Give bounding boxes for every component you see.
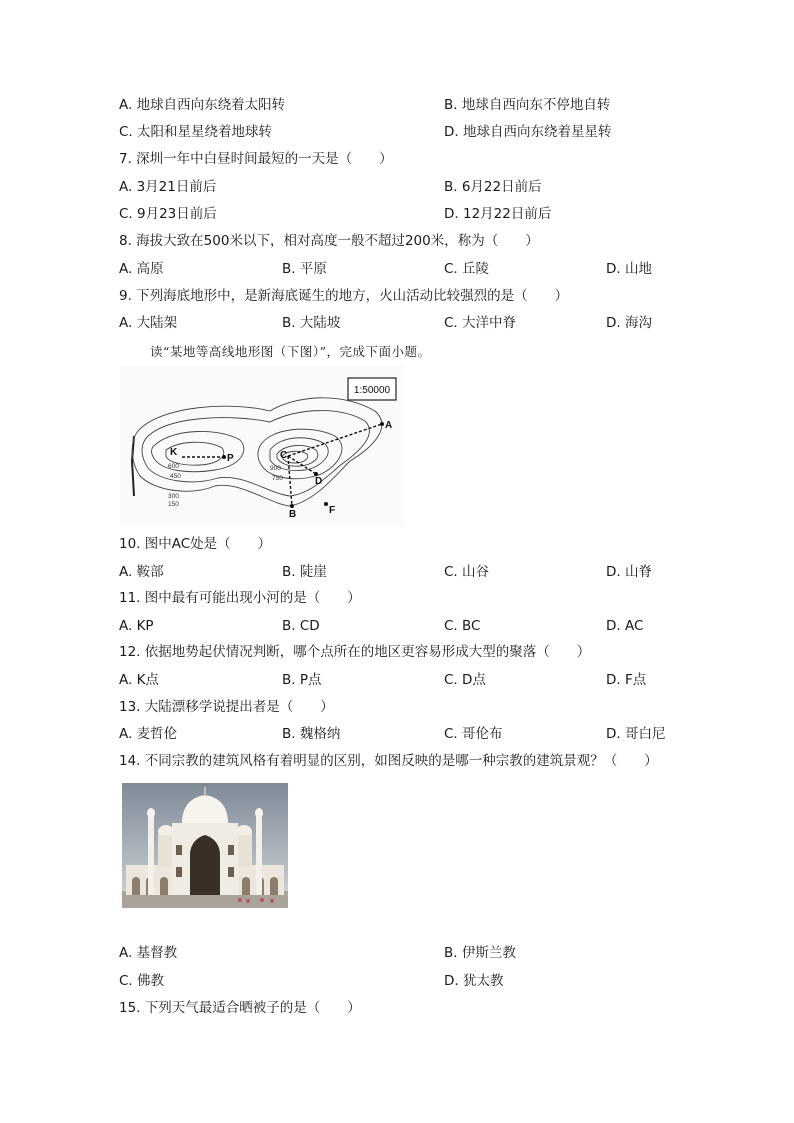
q13-option-a: A. 麦哲伦 <box>119 726 178 742</box>
q9-option-d: D. 海沟 <box>606 315 652 331</box>
label-p: P <box>227 453 234 464</box>
q13-text: 13. 大陆漂移学说提出者是（ ） <box>119 699 334 715</box>
q11-option-c: C. BC <box>444 618 481 634</box>
q8-option-b: B. 平原 <box>282 261 327 277</box>
q12-option-a: A. K点 <box>119 672 159 688</box>
q14-option-a: A. 基督教 <box>119 945 178 961</box>
label-k: K <box>170 447 178 458</box>
label-a: A <box>385 420 393 431</box>
label-c: C <box>280 450 288 461</box>
q15-text: 15. 下列天气最适合晒被子的是（ ） <box>119 1000 361 1016</box>
mosque-photo <box>122 783 288 908</box>
contour-label-750: 750 <box>272 475 283 482</box>
contour-label-600: 600 <box>168 463 179 470</box>
q10-option-d: D. 山脊 <box>606 564 652 580</box>
scale-label: 1:50000 <box>353 385 391 396</box>
contour-map <box>120 366 404 526</box>
q14-option-b: B. 伊斯兰教 <box>444 945 516 961</box>
q9-option-b: B. 大陆坡 <box>282 315 341 331</box>
q8-option-d: D. 山地 <box>606 261 652 277</box>
point-f <box>324 502 328 506</box>
q13-option-b: B. 魏格纳 <box>282 726 341 742</box>
point-a <box>380 422 384 426</box>
q11-option-b: B. CD <box>282 618 320 634</box>
point-p <box>222 455 226 459</box>
q7-option-a: A. 3月21日前后 <box>119 179 217 195</box>
q13-option-c: C. 哥伦布 <box>444 726 503 742</box>
q14-option-c: C. 佛教 <box>119 973 165 989</box>
q6-option-c: C. 太阳和星星绕着地球转 <box>119 124 273 140</box>
q9-text: 9. 下列海底地形中，是新海底诞生的地方，火山活动比较强烈的是（ ） <box>119 288 569 304</box>
q9-option-c: C. 大洋中脊 <box>444 315 517 331</box>
q9-option-a: A. 大陆架 <box>119 315 178 331</box>
point-b <box>290 504 294 508</box>
q7-text: 7. 深圳一年中白昼时间最短的一天是（ ） <box>119 151 393 167</box>
q11-text: 11. 图中最有可能出现小河的是（ ） <box>119 590 361 606</box>
q12-option-d: D. F点 <box>606 672 647 688</box>
q10-text: 10. 图中AC处是（ ） <box>119 536 272 552</box>
q13-option-d: D. 哥白尼 <box>606 726 666 742</box>
q8-text: 8. 海拔大致在500米以下，相对高度一般不超过200米，称为（ ） <box>119 233 539 249</box>
q7-option-d: D. 12月22日前后 <box>444 206 552 222</box>
contour-label-300: 300 <box>168 493 179 500</box>
q12-option-c: C. D点 <box>444 672 486 688</box>
q12-text: 12. 依据地势起伏情况判断，哪个点所在的地区更容易形成大型的聚落（ ） <box>119 644 591 660</box>
label-f: F <box>329 505 336 516</box>
map-intro: 读“某地等高线地形图（下图）”，完成下面小题。 <box>150 344 431 359</box>
q8-option-a: A. 高原 <box>119 261 164 277</box>
q10-option-b: B. 陡崖 <box>282 564 327 580</box>
contour-label-450: 450 <box>170 473 181 480</box>
q7-option-c: C. 9月23日前后 <box>119 206 217 222</box>
q7-option-b: B. 6月22日前后 <box>444 179 542 195</box>
q6-option-d: D. 地球自西向东绕着星星转 <box>444 124 612 140</box>
q11-option-a: A. KP <box>119 618 154 634</box>
q6-option-a: A. 地球自西向东绕着太阳转 <box>119 97 286 113</box>
q8-option-c: C. 丘陵 <box>444 261 490 277</box>
q11-option-d: D. AC <box>606 618 644 634</box>
label-d: D <box>315 476 323 487</box>
label-b: B <box>289 509 297 520</box>
q14-option-d: D. 犹太教 <box>444 973 504 989</box>
q12-option-b: B. P点 <box>282 672 322 688</box>
q10-option-a: A. 鞍部 <box>119 564 164 580</box>
q10-option-c: C. 山谷 <box>444 564 490 580</box>
contour-label-900: 900 <box>270 465 281 472</box>
q14-text: 14. 不同宗教的建筑风格有着明显的区别，如图反映的是哪一种宗教的建筑景观？（ ） <box>119 753 658 769</box>
q6-option-b: B. 地球自西向东不停地自转 <box>444 97 611 113</box>
contour-label-150: 150 <box>168 501 179 508</box>
